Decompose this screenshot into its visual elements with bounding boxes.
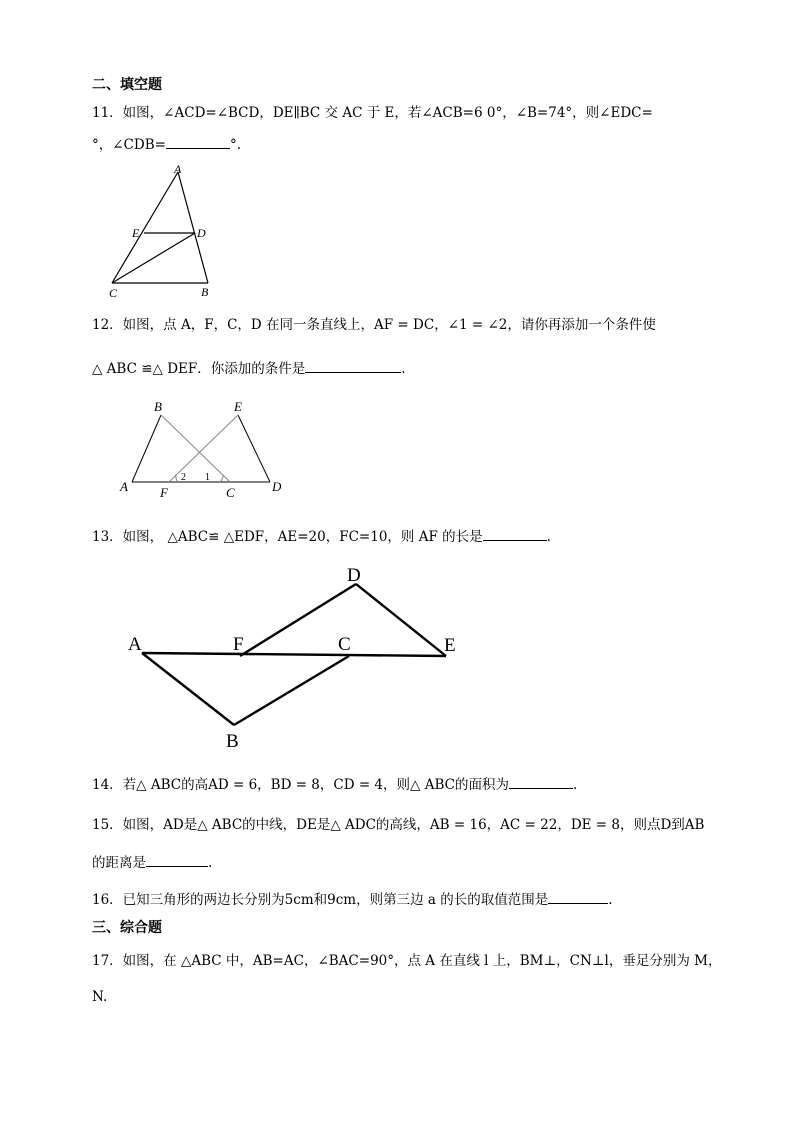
q12-segment-ed: [238, 415, 270, 482]
q11-line2-part-b: °.: [229, 137, 241, 153]
q12-line2-part-b: .: [401, 361, 406, 377]
q12-segment-ab: [132, 415, 161, 482]
q13-line1-part-a: 13．如图， △ABC≌ △EDF，AE=20，FC=10，则 AF 的长是: [92, 529, 483, 545]
q11-label-e: E: [132, 226, 140, 240]
q12-answer-blank: [305, 358, 401, 373]
q13-label-d: D: [347, 565, 361, 586]
q12-segment-bc: [161, 415, 230, 482]
q13-line1-part-b: .: [546, 529, 551, 545]
q12-text-line2: [92, 358, 406, 378]
q13-label-b: B: [226, 731, 239, 752]
q13-triangles-figure: [120, 560, 470, 755]
q11-label-d: D: [197, 226, 206, 240]
q12-label-b: B: [154, 399, 162, 414]
q17-text-line2: N.: [92, 989, 108, 1005]
q17-text-line1: 17．如图，在 △ABC 中，AB=AC，∠BAC=90°，点 A 在直线 l 上，BM⊥，CN⊥l，垂足分别为 M，: [92, 953, 722, 969]
q13-label-c: C: [338, 634, 351, 655]
q14-line1-part-b: .: [572, 777, 578, 793]
q13-label-f: F: [233, 634, 244, 655]
q11-triangle-figure: [100, 160, 230, 302]
q11-text-line2: [92, 134, 241, 154]
q11-text-line1: 11．如图，∠ACD=∠BCD，DE∥BC 交 AC 于 E，若∠ACB=6 0°，∠B=74°，则∠EDC=: [92, 105, 653, 121]
q11-label-b: B: [201, 285, 209, 299]
q11-answer-blank: [166, 134, 230, 149]
q11-segment-cd: [112, 233, 195, 283]
q12-label-e: E: [234, 399, 242, 414]
q12-triangles-figure: [112, 394, 297, 504]
q12-label-angle1: 1: [205, 472, 210, 483]
q11-label-c: C: [109, 286, 118, 300]
q15-text-line1: 15．如图，AD是△ ABC的中线，DE是△ ADC的高线，AB = 16，AC = 22，DE = 8，则点D到AB: [92, 817, 705, 833]
q12-angle2-arc: [176, 474, 178, 482]
q13-text-line1: [92, 526, 551, 546]
q12-label-c: C: [226, 485, 235, 500]
q14-text-line1: [92, 774, 577, 794]
section-title-fill-blank: 二、填空题: [92, 77, 162, 93]
q12-label-angle2: 2: [181, 472, 186, 483]
q14-answer-blank: [509, 774, 573, 789]
q13-label-a: A: [128, 634, 142, 655]
q12-label-a: A: [120, 479, 128, 494]
q16-line1-part-b: .: [608, 892, 613, 908]
q12-label-f: F: [160, 485, 168, 500]
q13-line-ae: [142, 653, 446, 656]
q16-line1-part-a: 16．已知三角形的两边长分别为5cm和9cm，则第三边 a 的长的取值范围是: [92, 892, 549, 908]
q12-line2-part-a: △ ABC ≌△ DEF．你添加的条件是: [92, 361, 306, 377]
section-title-comprehensive: 三、综合题: [92, 920, 162, 936]
q12-segment-ef: [169, 415, 238, 482]
q12-label-d: D: [272, 479, 282, 494]
q13-segment-bc: [234, 656, 349, 725]
q12-text-line1: 12．如图，点 A，F，C，D 在同一条直线上，AF = DC，∠1 = ∠2，请你再添加一个条件使: [92, 317, 656, 333]
q15-line2-part-a: 的距离是: [92, 855, 146, 871]
q13-segment-ab: [142, 653, 234, 725]
q11-label-a: A: [174, 162, 182, 176]
q13-label-e: E: [444, 635, 456, 656]
q11-line2-part-a: °，∠CDB=: [92, 137, 166, 153]
q16-text-line1: [92, 889, 613, 909]
q16-answer-blank: [548, 889, 608, 904]
q13-segment-de: [356, 584, 446, 656]
q15-answer-blank: [146, 852, 208, 867]
q11-segment-ac: [112, 172, 178, 283]
q14-line1-part-a: 14．若△ ABC的高AD = 6，BD = 8，CD = 4，则△ ABC的面积为: [92, 777, 509, 793]
q12-angle1-arc: [220, 475, 223, 482]
q13-answer-blank: [483, 526, 547, 541]
q15-text-line2: [92, 852, 212, 872]
q15-line2-part-b: .: [208, 855, 213, 871]
